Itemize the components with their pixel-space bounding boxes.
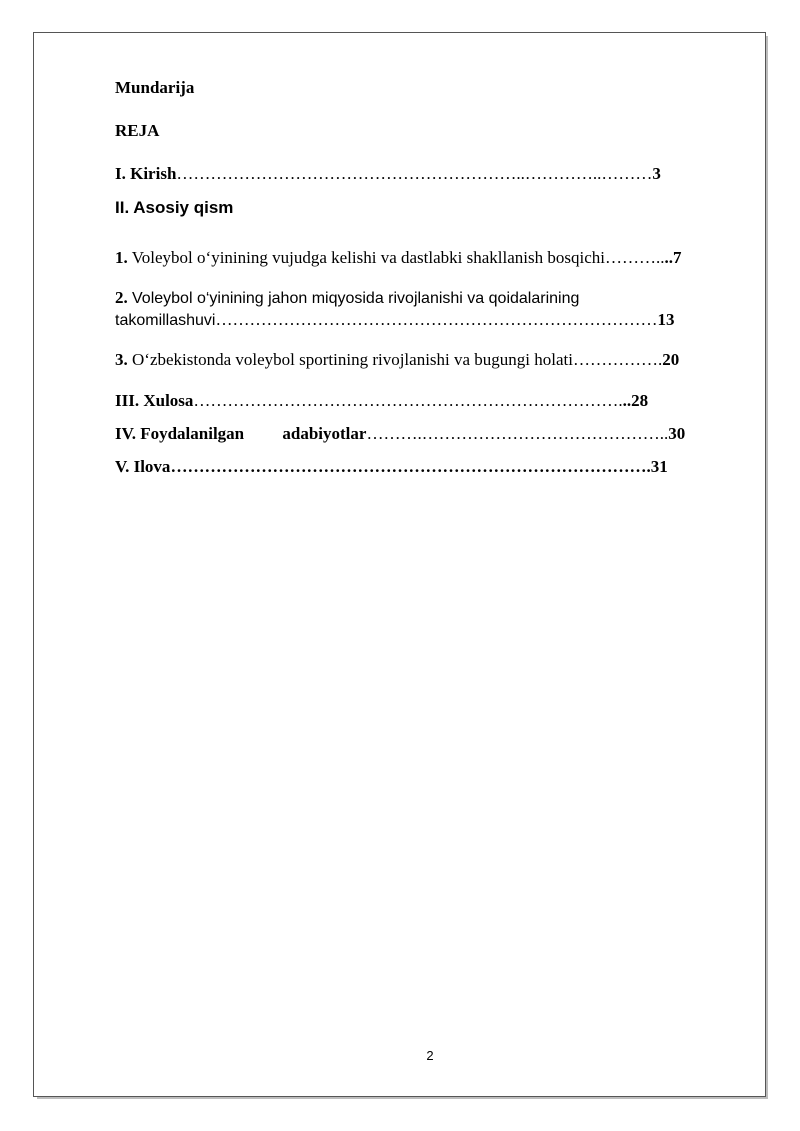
toc-label: IV. Foydalanilgan <box>115 424 245 443</box>
toc-label-continued: adabiyotlar <box>282 424 367 443</box>
toc-text: O‘zbekistonda voleybol sportining rivojlanishi va bugungi holati <box>132 350 573 369</box>
toc-text: takomillashuvi <box>115 312 216 329</box>
toc-dots: ……….…………………………………….. <box>366 424 669 443</box>
toc-label: I. Kirish <box>115 164 177 183</box>
toc-page: 30 <box>668 424 686 443</box>
page-border <box>33 32 766 1097</box>
toc-page: ..28 <box>622 391 649 410</box>
toc-page: .31 <box>646 457 668 476</box>
document-subtitle: REJA <box>115 121 160 140</box>
toc-page: 20 <box>662 350 680 369</box>
toc-item-1[interactable] <box>115 248 681 268</box>
toc-item-2-continued[interactable] <box>115 310 674 331</box>
toc-item-adabiyotlar[interactable] <box>115 424 685 444</box>
toc-page: 13 <box>657 310 675 329</box>
toc-label: III. Xulosa <box>115 391 194 410</box>
toc-dots: …………………………………………………………………. <box>193 391 623 410</box>
toc-text: Voleybol o‘yinining vujudga kelishi va dastlabki shakllanish bosqichi <box>131 248 605 267</box>
page-number: 2 <box>426 1048 434 1063</box>
document-title: Mundarija <box>115 78 195 97</box>
toc-text: Voleybol o‘yinining jahon miqyosida rivojlanishi va qoidalarining <box>132 290 580 307</box>
page-shadow-right <box>766 36 768 1099</box>
page-shadow-bottom <box>37 1097 768 1099</box>
toc-dots: ……….. <box>604 248 665 267</box>
toc-item-3[interactable] <box>115 350 679 370</box>
toc-item-kirish[interactable] <box>115 164 661 184</box>
toc-dots: ……………. <box>573 350 663 369</box>
toc-page: ..7 <box>664 248 682 267</box>
toc-item-ilova[interactable] <box>115 457 668 477</box>
toc-page: 3 <box>652 164 661 183</box>
toc-item-2[interactable] <box>115 288 579 309</box>
toc-item-xulosa[interactable] <box>115 391 648 411</box>
toc-dots: ………………………………………………………………………… <box>170 457 647 476</box>
toc-dots: …………………………………………………………………… <box>215 310 658 329</box>
toc-num: 3. <box>115 350 128 369</box>
toc-num: 1. <box>115 248 128 267</box>
toc-num: 2. <box>115 288 128 307</box>
toc-label: V. Ilova <box>115 457 171 476</box>
toc-dots: ……………………………………………………..…………..……… <box>176 164 653 183</box>
toc-item-asosiy-qism[interactable]: II. Asosiy qism <box>115 198 234 217</box>
